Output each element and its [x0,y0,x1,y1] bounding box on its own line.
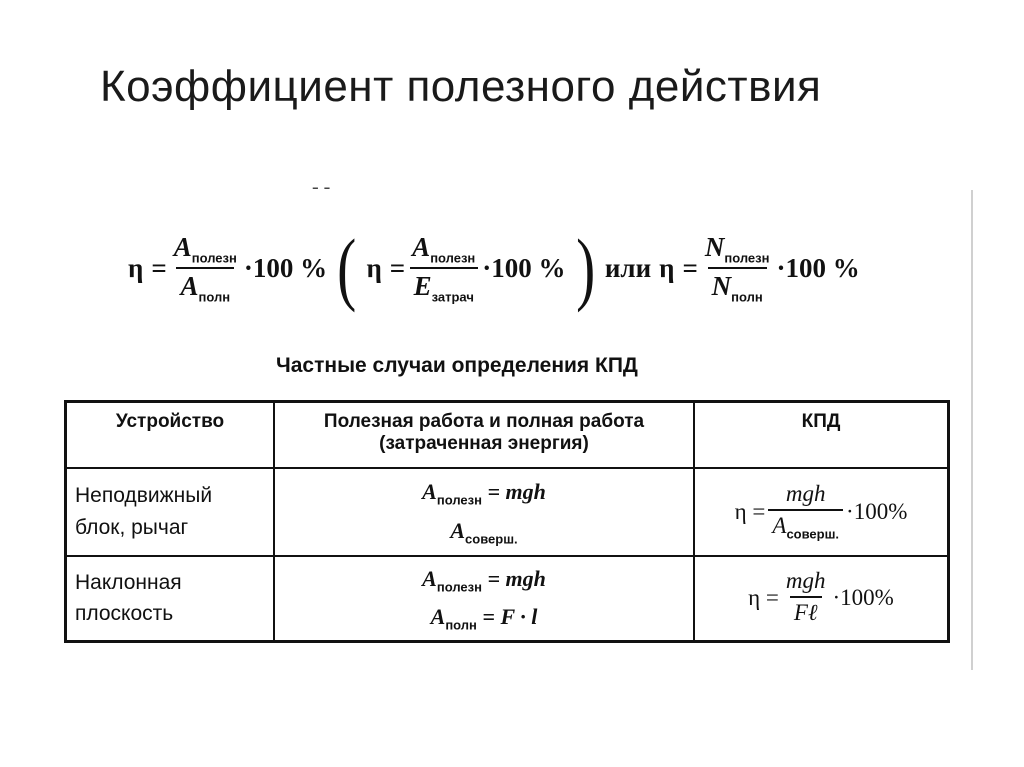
work-subscript: полезн [436,579,482,595]
device-line2: блок, рычаг [75,515,189,539]
or-word: или [604,252,652,283]
header-device: Устройство [66,402,275,468]
header-kpd: КПД [694,402,949,468]
left-paren: ( [337,222,357,313]
kpd-fraction [768,481,843,542]
work-symbol: A [430,604,446,630]
times-100-percent: ·100 % [243,252,328,283]
top-marks: - - [312,176,331,198]
work-cell [274,468,694,556]
work-rhs: = mgh [487,479,546,505]
device-cell [66,468,275,556]
header-work-line1: Полезная работа и полная работа [323,411,645,432]
kpd-fraction [782,568,830,629]
work-cell [274,556,694,642]
eta-symbol: η [659,252,675,283]
work-rhs: = mgh [487,565,546,591]
subscript-polezn: полезн [191,250,237,265]
header-work [274,402,694,468]
device-line2: плоскость [75,602,174,626]
right-paren: ) [575,222,595,313]
kpd-eta: η = [734,498,766,524]
kpd-eta: η = [748,585,779,611]
work-subscript: соверш. [465,530,518,546]
power-symbol: N [704,231,725,262]
kpd-denominator: A [772,513,787,539]
work-symbol: A [173,231,192,262]
table-caption: Частные случаи определения КПД [276,354,638,377]
work-symbol: A [180,271,199,301]
subscript-poln: полн [731,289,763,305]
work-subscript: полезн [436,492,482,508]
subscript-poln: полн [198,289,231,305]
efficiency-cases-table [64,400,950,643]
power-symbol: N [711,271,732,301]
efficiency-formula [128,222,860,313]
energy-symbol: E [413,271,432,301]
equals-sign: = [151,252,167,283]
kpd-times-100: ·100% [832,585,894,611]
work-symbol: A [450,517,466,543]
kpd-denominator-subscript: соверш. [786,526,840,542]
equals-sign: = [682,252,698,283]
subscript-zatrach: затрач [431,289,474,305]
times-100-percent: ·100 % [776,252,860,283]
subscript-polezn: полезн [430,250,476,265]
table-header-row [66,402,949,468]
eta-symbol: η [366,252,382,283]
work-rhs: = F · l [482,604,538,630]
slide-right-edge-line [971,190,973,670]
work-symbol: A [412,231,431,262]
kpd-cell [694,556,949,642]
equals-sign: = [389,252,406,283]
work-symbol: A [422,479,437,505]
fraction-useful-over-total-work [170,232,241,305]
fraction-useful-over-spent-energy [408,232,479,305]
work-subscript: полн [445,617,477,633]
kpd-cell [694,468,949,556]
device-cell [66,556,275,642]
kpd-denominator: Fℓ [793,599,818,625]
work-symbol: A [422,565,437,591]
header-work-line2: (затраченная энергия) [379,433,589,454]
kpd-numerator: mgh [785,481,826,507]
table-row [66,556,949,642]
table-row [66,468,949,556]
device-line1: Наклонная [75,570,182,594]
subscript-polezn: полезн [724,250,770,265]
kpd-numerator: mgh [785,567,826,593]
slide-title: Коэффициент полезного действия [100,62,822,111]
kpd-times-100: ·100% [846,498,908,524]
device-line1: Неподвижный [75,484,213,507]
times-100-percent: ·100 % [482,252,566,283]
fraction-useful-over-total-power [701,232,774,305]
eta-symbol: η [128,252,144,283]
